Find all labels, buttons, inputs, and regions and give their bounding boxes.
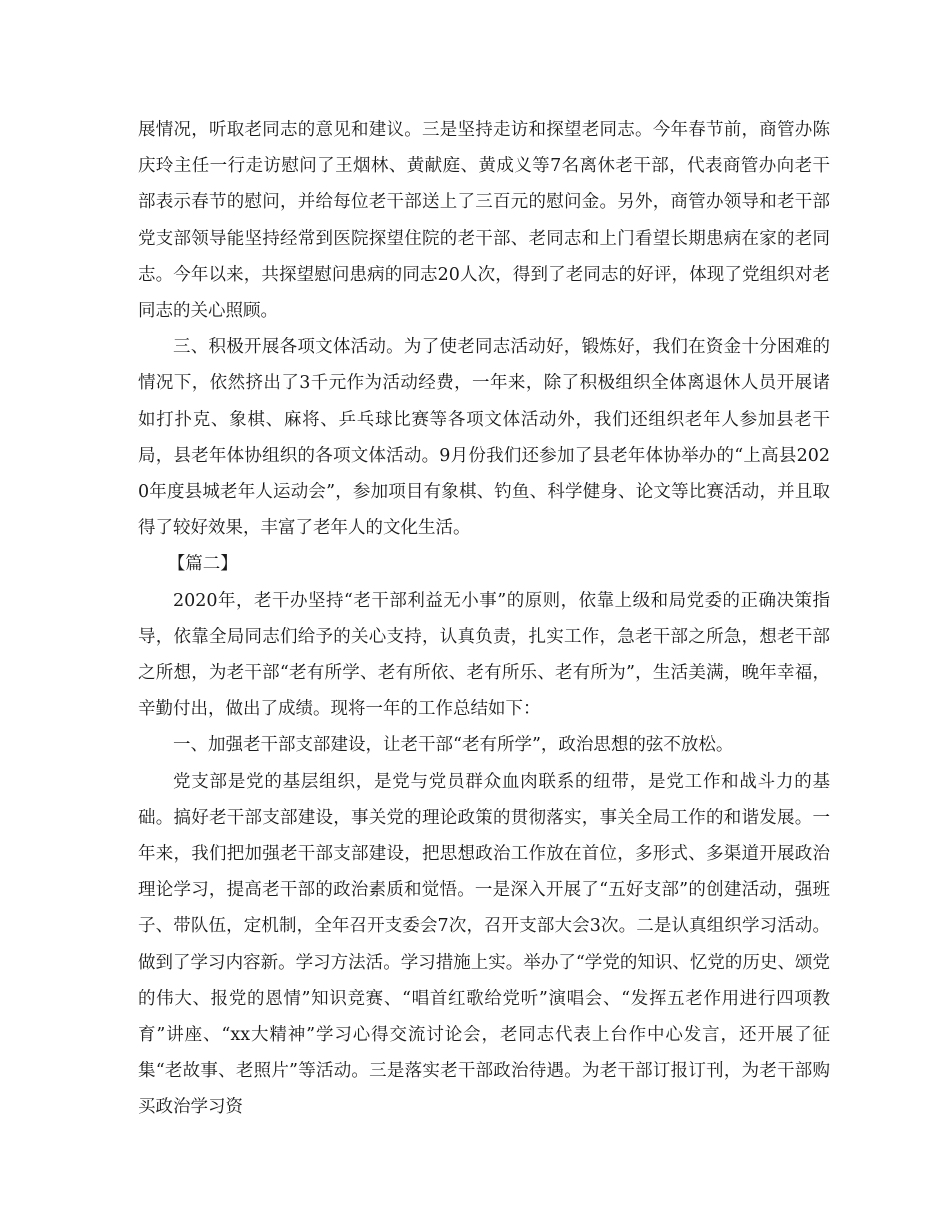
paragraph-visits-continued: 展情况，听取老同志的意见和建议。三是坚持走访和探望老同志。今年春节前，商管办陈庆玲主任一行走访慰问了王烟林、黄献庭、黄成义等7名离休老干部，代表商管办向老干部表示春节的慰问，并给每位老干部送上了三百元的慰问金。另外，商管办领导和老干部党支部领导能坚持经常到医院探望住院的老干部、老同志和上门看望长期患病在家的老同志。今年以来，共探望慰问患病的同志20人次，得到了老同志的好评，体现了党组织对老同志的关心照顾。 <box>138 120 830 322</box>
paragraph-party-branch: 党支部是党的基层组织，是党与党员群众血肉联系的纽带，是党工作和战斗力的基础。搞好老干部支部建设，事关党的理论政策的贯彻落实，事关全局工作的和谐发展。一年来，我们把加强老干部支部建设，把思想政治工作放在首位，多形式、多渠道开展政治理论学习，提高老干部的政治素质和觉悟。一是深入开展了“五好支部”的创建活动，强班子、带队伍，定机制，全年召开支委会7次，召开支部大会3次。二是认真组织学习活动。做到了学习内容新。学习方法活。学习措施上实。举办了“学党的知识、忆党的历史、颂党的伟大、报党的恩情”知识竞赛、“唱首红歌给党听”演唱会、“发挥五老作用进行四项教育”讲座、“xx大精神”学习心得交流讨论会，老同志代表上台作中心发言，还开展了征集“老故事、老照片”等活动。三是落实老干部政治待遇。为老干部订报订刊，为老干部购买政治学习资 <box>138 771 830 1118</box>
section-heading-part-two: 【篇二】 <box>167 554 238 575</box>
paragraph-intro-2020: 2020年，老干办坚持“老干部利益无小事”的原则，依靠上级和局党委的正确决策指导，依靠全局同志们给予的关心支持，认真负责，扎实工作，急老干部之所急，想老干部之所想，为老干部“老有所学、老有所依、老有所乐、老有所为”，生活美满，晚年幸福，辛勤付出，做出了成绩。现将一年的工作总结如下： <box>138 590 830 720</box>
paragraph-cultural-activities: 三、积极开展各项文体活动。为了使老同志活动好，锻炼好，我们在资金十分困难的情况下，依然挤出了3千元作为活动经费，一年来，除了积极组织全体离退休人员开展诸如打扑克、象棋、麻将、乒乓球比赛等各项文体活动外，我们还组织老年人参加县老干局，县老年体协组织的各项文体活动。9月份我们还参加了县老年体协举办的“上高县2020年度县城老年人运动会”，参加项目有象棋、钓鱼、科学健身、论文等比赛活动，并且取得了较好效果，丰富了老年人的文化生活。 <box>138 337 830 539</box>
document-body <box>138 112 830 1126</box>
paragraph-section-one-title: 一、加强老干部支部建设，让老干部“老有所学”，政治思想的弦不放松。 <box>173 735 734 756</box>
